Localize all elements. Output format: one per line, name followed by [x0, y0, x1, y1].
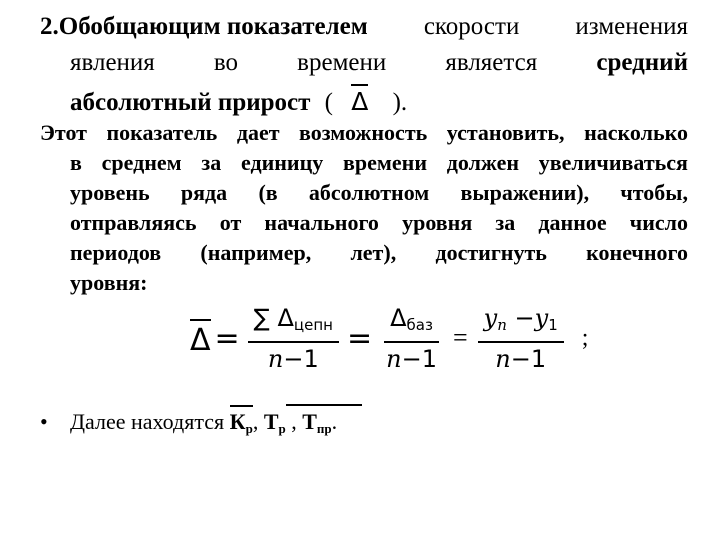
explanation-word: должен: [446, 150, 520, 175]
sub-1: 1: [548, 315, 558, 334]
fraction-levels: [478, 304, 564, 373]
var-n: n: [386, 344, 402, 373]
bullet-end: .: [331, 409, 338, 434]
fraction-levels-numerator: [478, 304, 564, 343]
explanation-word: уровень: [70, 180, 150, 205]
explanation-line: [40, 240, 688, 265]
minus-one: −1: [510, 344, 547, 373]
intro-line-1: [40, 12, 688, 42]
var-y: y: [483, 303, 498, 332]
bullet-dot: •: [40, 409, 48, 434]
explanation-word: среднем: [101, 150, 182, 175]
intro-word: является: [445, 49, 538, 76]
formula-lhs: Δ: [190, 319, 211, 358]
intro-line-3: [40, 84, 688, 118]
intro-word: явления: [70, 49, 155, 76]
k-symbol: [230, 405, 253, 444]
explanation-word: возможность: [299, 120, 428, 145]
minus-sign: −: [506, 303, 535, 332]
fraction-base-numerator: [384, 304, 439, 343]
intro-line-1-lead: [40, 12, 368, 42]
fraction-chain-denominator: [262, 343, 325, 373]
explanation-word: (в: [258, 180, 278, 205]
item-number: 2.: [40, 13, 59, 40]
fraction-chain-numerator: [248, 304, 339, 343]
explanation-word: уровня:: [70, 270, 148, 295]
sum-sign: ∑: [253, 303, 270, 332]
explanation-word: единицу: [240, 150, 324, 175]
bullet-text: Далее находятся: [70, 409, 230, 434]
k-letter: К: [229, 409, 246, 434]
explanation-word: конечного: [586, 240, 688, 265]
formula-equals-3: =: [452, 323, 468, 352]
explanation-word: за: [201, 150, 222, 175]
explanation-line: [40, 120, 688, 145]
t-symbol-2: [302, 409, 331, 434]
t1-letter: Т: [263, 409, 279, 434]
explanation-word: начального: [264, 210, 379, 235]
explanation-line: [40, 210, 688, 235]
fraction-levels-denominator: [489, 343, 552, 373]
explanation-word: данное: [538, 210, 607, 235]
bullet-sep-2: ,: [285, 409, 303, 434]
explanation-word: увеличиваться: [538, 150, 688, 175]
mean-growth-formula: [190, 303, 589, 373]
close-paren: ).: [392, 89, 408, 116]
explanation-word: показатель: [106, 120, 218, 145]
intro-word: времени: [297, 49, 387, 76]
explanation-word: абсолютном: [308, 180, 430, 205]
sub-base: баз: [406, 315, 433, 334]
formula-equals-2: =: [346, 320, 373, 356]
explanation-word: чтобы,: [620, 180, 688, 205]
minus-one: −1: [283, 344, 319, 373]
sub-n: n: [497, 315, 507, 334]
t2-sub: пр: [316, 421, 332, 436]
explanation-word: насколько: [584, 120, 688, 145]
mean-delta-symbol: Δ: [351, 84, 368, 117]
explanation-word: в: [70, 150, 82, 175]
explanation-word: (например,: [200, 240, 312, 265]
explanation-word: уровня: [402, 210, 473, 235]
explanation-word: установить,: [446, 120, 565, 145]
bullet-sep-1: ,: [252, 409, 264, 434]
formula-equals-1: =: [214, 320, 240, 356]
explanation-word: достигнуть: [435, 240, 547, 265]
intro-word: изменения: [575, 13, 688, 40]
fraction-base: [380, 304, 443, 373]
intro-line-2: [40, 48, 688, 78]
explanation-word: времени: [343, 150, 427, 175]
minus-one: −1: [401, 344, 437, 373]
var-n: n: [267, 344, 284, 373]
explanation-word: периодов: [70, 240, 162, 265]
var-y: y: [534, 303, 549, 332]
delta-base: Δ: [390, 303, 407, 332]
open-paren: (: [324, 89, 333, 116]
fraction-base-denominator: [380, 343, 443, 373]
delta-chain: Δ: [277, 303, 294, 332]
var-n: n: [495, 344, 511, 373]
bullet-line: [40, 405, 337, 444]
explanation-word: Этот: [40, 120, 87, 145]
t1-sub: р: [278, 421, 286, 436]
intro-word: во: [213, 49, 239, 76]
explanation-line: [40, 180, 688, 205]
explanation-word: ряда: [180, 180, 228, 205]
explanation-word: дает: [236, 120, 280, 145]
explanation-word: за: [495, 210, 516, 235]
intro-bold-term-3: абсолютный прирост: [70, 89, 311, 116]
t2-letter: Т: [302, 409, 317, 434]
intro-bold-term: Обобщающим показателем: [58, 13, 368, 40]
intro-word: скорости: [423, 13, 520, 40]
explanation-word: отправляясь: [70, 210, 197, 235]
t-symbol-1: [264, 409, 286, 434]
k-sub: р: [245, 421, 253, 436]
explanation-word: число: [629, 210, 688, 235]
sub-chain: цепн: [293, 315, 333, 334]
formula-semicolon: ;: [581, 324, 589, 351]
intro-bold-term-2: средний: [596, 49, 688, 76]
explanation-line: [40, 150, 688, 175]
explanation-word: лет),: [350, 240, 397, 265]
explanation-line: [40, 270, 688, 295]
fraction-chain: [248, 304, 339, 373]
explanation-word: от: [219, 210, 242, 235]
explanation-word: выражении),: [460, 180, 590, 205]
